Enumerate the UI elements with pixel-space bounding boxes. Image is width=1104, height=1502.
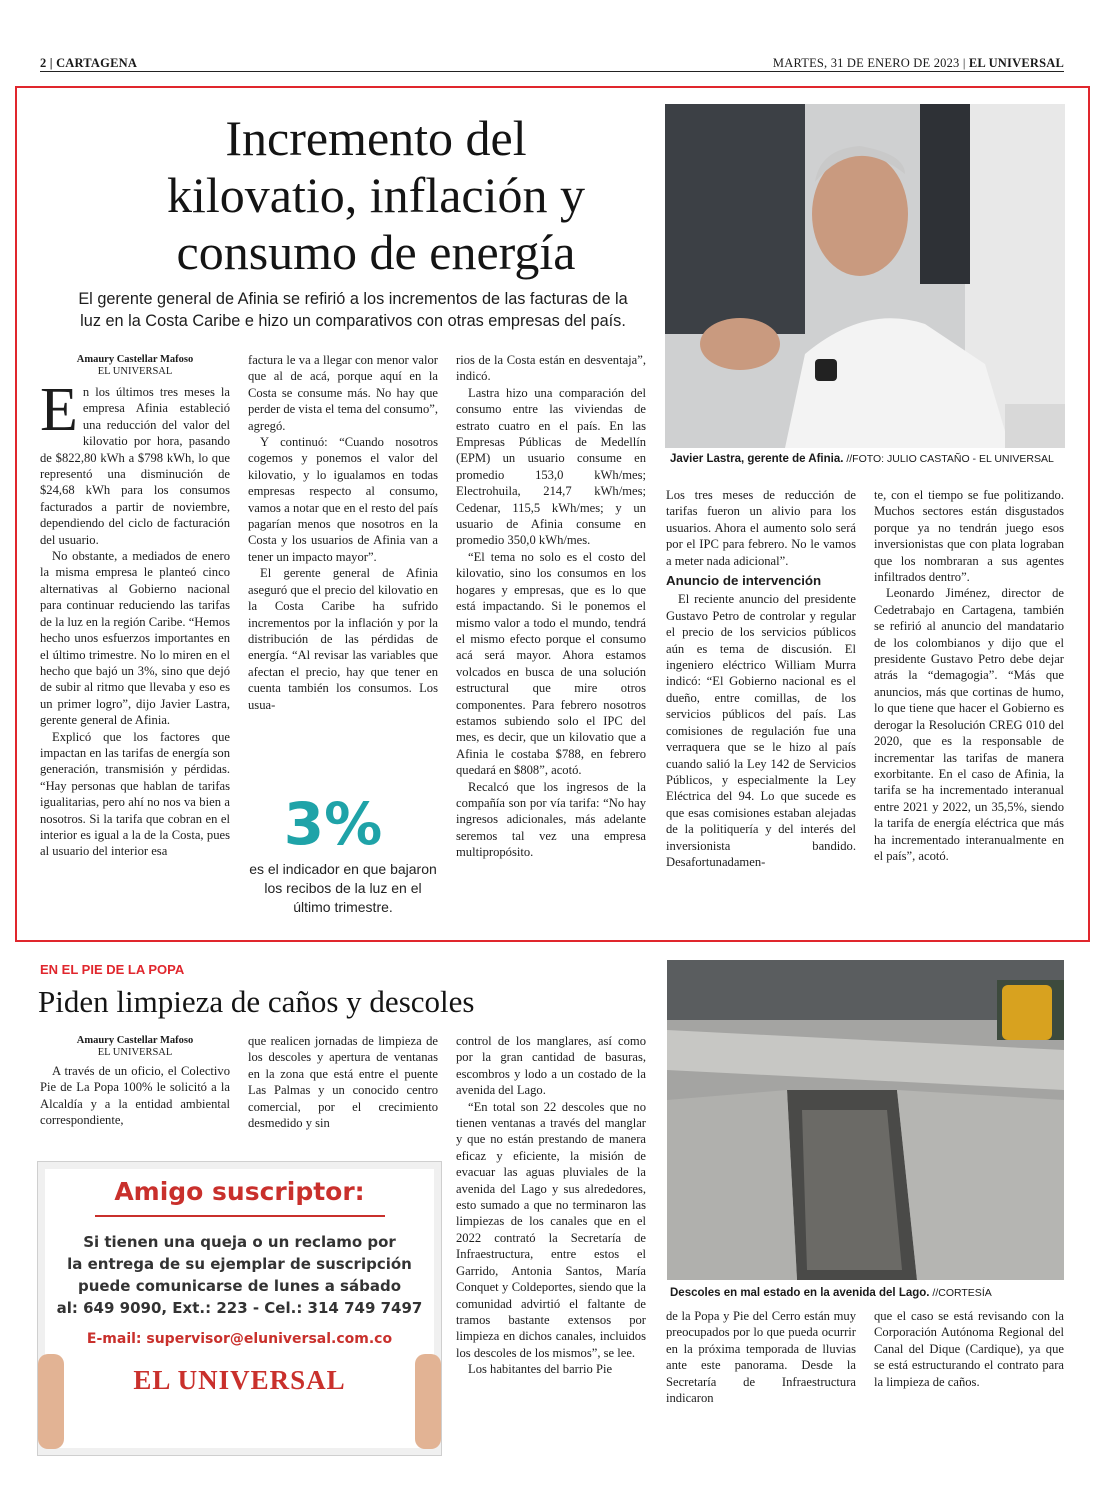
article-column-2 <box>248 352 438 772</box>
byline <box>40 1035 230 1059</box>
drop-cap: E <box>40 376 78 444</box>
paragraph: En los últimos tres meses la empresa Afinia estableció una reducción del valor del kilovatio por hora, pasando de $822,80 kWh a $798 kWh, lo que representó una disminución de $24,68 kWh para los consumos facturados a partir de noviembre, dependiendo del ciclo de facturación del usuario. <box>40 376 230 547</box>
header-date-paper <box>773 56 1064 71</box>
paragraph: “En total son 22 descoles que no tienen ventanas a través del manglar y que no están prestando de manera eficaz y eficiente, la misión de evacuar las aguas pluviales de la avenida del Lago y sus alrededores, esto sumado a que no terminaron las limpiezas de los canales que en el 2022 contrató la Secretaría de Infraestructura, entre estos el Garrido, Antonia Santos, María Conquet y Coldeportes, siendo que la comunidad advirtió el faltante de tramos bastante extensos por limpieza en dichos canales, incluidos los descoles de los mismos”, se lee. <box>456 1099 646 1360</box>
article2-column-4 <box>666 1308 856 1468</box>
caption-text: Descoles en mal estado en la avenida del Lago. <box>670 1287 930 1299</box>
photo-descoles <box>667 960 1064 1280</box>
caption-credit: //CORTESÍA <box>929 1287 992 1299</box>
paragraph: Recalcó que los ingresos de la compañía son por vía tarifa: “No hay ingresos adicionales, más adelante seremos tal vez una empresa multipropósito. <box>456 779 646 860</box>
ad-email: E-mail: supervisor@eluniversal.com.co <box>86 1331 393 1347</box>
article2-column-3 <box>456 1033 646 1483</box>
paragraph: Los tres meses de reducción de tarifas fueron un alivio para los usuarios. Ahora el aumento solo será por el IPC para febrero. No le vamos a meter nada adicional”. <box>666 488 856 568</box>
paragraph: No obstante, a mediados de enero la misma empresa le planteó cinco alternativas al Gobierno nacional para continuar reduciendo las tarifas de la luz en la región Caribe. “Hemos hecho unos esfuerzos importantes en el último trimestre. No lo miren en el hecho que bajó un 3%, sino que dejó de subir al ritmo que llevaba y eso es un primer logro”, dijo Javier Lastra, gerente general de Afinia. <box>40 549 230 728</box>
paragraph: te, con el tiempo se fue politizando. Muchos sectores están disgustados porque ya no tendrán juego esos inversionistas que con plata lograban que los nombraran a sus agentes infiltrados dentro”. <box>874 488 1064 585</box>
caption-text: Javier Lastra, gerente de Afinia. <box>670 453 844 465</box>
ad-divider <box>95 1215 385 1217</box>
subscriber-ad <box>38 1162 441 1455</box>
byline-org: EL UNIVERSAL <box>97 1047 173 1058</box>
byline-org: EL UNIVERSAL <box>97 366 173 377</box>
photo-caption <box>670 453 1054 465</box>
paragraph: A través de un oficio, el Colectivo Pie de La Popa 100% le solicitó a la Alcaldía y a la entidad ambiental correspondiente, <box>40 1064 230 1128</box>
byline-name: Amaury Castellar Mafoso <box>76 354 194 365</box>
byline <box>40 354 230 378</box>
paragraph: que realicen jornadas de limpieza de los descoles y apertura de ventanas en la zona que está entre el puente Las Palmas y un conocido centro comercial, por el crecimiento desmedido y sin <box>248 1034 438 1131</box>
header-paper-name: EL UNIVERSAL <box>968 56 1064 70</box>
paragraph: control de los manglares, así como por la gran cantidad de basuras, escombros y lodo a un costado de la avenida del Lago. <box>456 1034 646 1098</box>
header-date: MARTES, 31 DE ENERO DE 2023 <box>772 56 960 70</box>
article2-column-5 <box>874 1308 1064 1468</box>
deck-line: El gerente general de Afinia se refirió a los incrementos de las facturas de la <box>78 290 628 308</box>
highlight-stat-caption: es el indicador en que bajaron los recibos de la luz en el último trimestre. <box>249 861 437 915</box>
article2-column-2 <box>248 1033 438 1143</box>
header-divider: | <box>962 56 969 70</box>
byline-name: Amaury Castellar Mafoso <box>76 1035 194 1046</box>
paragraph: factura le va a llegar con menor valor que al de acá, porque aquí en la Costa se consume más. No hay que perder de vista el tema del consumo”, agregó. <box>248 353 438 433</box>
drain-illustration <box>667 960 1064 1280</box>
page-number-section <box>40 56 137 71</box>
ad-line: la entrega de su ejemplar de suscripción <box>67 1255 412 1273</box>
paragraph: Leonardo Jiménez, director de Cedetrabajo en Cartagena, también se refirió al anuncio del mandatario de los colombianos y dijo que el presidente Gustavo Petro debe dejar atrás la “demagogia”. “Más que anuncios, más que cortinas de humo, lo que tiene que hacer el Gobierno es derogar la Resolución CREG 010 del 2020, que es la responsable de incrementar las tarifas de manera exorbitante. En el caso de Afinia, la tarifa se ha incrementado interanual entre 2021 y 2022, un 35,5%, siendo la tarifa de energía eléctrica que más ha incrementado interanualmente en el país”, acotó. <box>874 586 1064 863</box>
article-column-4 <box>666 487 856 934</box>
hand-left-icon <box>38 1354 64 1449</box>
paragraph: El gerente general de Afinia aseguró que el precio del kilovatio en la Costa Caribe ha sufrido incrementos por la inflación y por la distribución de las pérdidas de energía. “Al revisar las variables que afectan el precio, hay que tener en cuenta también los consumos. Los usua- <box>248 566 438 712</box>
paragraph: de la Popa y Pie del Cerro están muy preocupados por lo que pueda ocurrir en la próxima temporada de lluvias ante este panorama. Desde la Secretaría de Infraestructura indicaron <box>666 1309 856 1406</box>
paragraph: Los habitantes del barrio Pie <box>468 1362 613 1377</box>
title-line: Incremento del <box>225 110 527 166</box>
article-column-3 <box>456 352 646 934</box>
photo-caption <box>670 1287 992 1299</box>
paragraph: El reciente anuncio del presidente Gustavo Petro de controlar y regular el precio de los servicios públicos aún es tema de discusión. El ingeniero eléctrico William Murra indicó: “El Gobierno nacional es el dueño, entre comillas, de los servicios públicos del país. Las comisiones de regulación fue una verraquera que se le hizo al país cuando salió la Ley 142 de Servicios Públicos, y especialmente la Ley Eléctrica del 94. Lo que sucede es que esas comisiones estaban alejadas de la politiquería y del interés del inversionista bandido. Desafortunadamen- <box>666 592 856 869</box>
hand-right-icon <box>415 1354 441 1449</box>
caption-credit: //FOTO: JULIO CASTAÑO - EL UNIVERSAL <box>843 453 1054 465</box>
paragraph: Y continuó: “Cuando nosotros cogemos y ponemos el valor del kilovatio, y lo igualamos en todas empresas respecto al consumo, vamos a notar que en el resto del país pagarían menos que nosotros en la Costa y los usuarios de Afinia van a tener un impacto mayor”. <box>248 435 438 564</box>
article-deck <box>50 288 656 332</box>
ad-line: puede comunicarse de lunes a sábado <box>77 1277 402 1295</box>
deck-line: luz en la Costa Caribe e hizo un comparativos con otras empresas del país. <box>80 312 626 330</box>
title-line: consumo de energía <box>176 224 576 280</box>
paragraph: Lastra hizo una comparación del consumo entre las viviendas de estrato cuatro en el país. En las Empresas Públicas de Medellín (EPM) un usuario consume en promedio 153,0 kWh/mes; Electrohuila, 214,7 kWh/mes; Cedenar, 115,5 kWh/mes; y un usuario de Afinia consume en promedio 350,0 kWh/mes. <box>456 385 646 548</box>
paragraph: rios de la Costa están en desventaja”, indicó. <box>456 353 646 384</box>
title-line: kilovatio, inflación y <box>167 167 585 223</box>
article-column-1 <box>40 354 230 934</box>
page-number: 2 <box>40 56 47 70</box>
portrait-illustration <box>665 104 1065 448</box>
header-rule <box>40 71 1064 72</box>
article-kicker: EN EL PIE DE LA POPA <box>40 962 185 977</box>
paragraph: que el caso se está revisando con la Corporación Autónoma Regional del Canal del Dique (Cardique), ya que se está estructurando el contrato para la limpieza de caños. <box>874 1309 1064 1389</box>
paragraph: “El tema no solo es el costo del kilovatio, sino los consumos en los hogares y empresas, que es lo que está impactando. Si le ponemos el mismo valor a todo el mundo, tendrá el mismo efecto porque el consumo acá será mayor. Ahora estamos volcados en busca de una solución estructural que mire otros componentes. Para febrero nosotros estamos subiendo solo el IPC del mes, es decir, que un kilovatio que a Afinia le costaba $788, en febrero quedará en $808”, acotó. <box>456 549 646 778</box>
ad-line: Si tienen una queja o un reclamo por <box>83 1233 396 1251</box>
article-title: Piden limpieza de caños y descoles <box>38 984 475 1019</box>
subheading: Anuncio de intervención <box>666 573 822 589</box>
highlight-stat: 3% <box>283 790 383 858</box>
article2-column-1 <box>40 1035 230 1145</box>
ad-body <box>45 1231 434 1319</box>
section-name: CARTAGENA <box>56 56 138 70</box>
ad-logo: EL UNIVERSAL <box>133 1365 346 1395</box>
article-column-5 <box>874 487 1064 934</box>
ad-line: al: 649 9090, Ext.: 223 - Cel.: 314 749 7497 <box>56 1299 423 1317</box>
ad-title: Amigo suscriptor: <box>114 1177 365 1206</box>
article-title <box>96 110 656 281</box>
header-divider: | <box>49 56 57 70</box>
paragraph: Explicó que los factores que impactan en las tarifas de energía son generación, transmisión y pérdidas. “Hay personas que hablan de tarifas igualitarias, pero ahí no nos va bien a nosotros. Si la tarifa que cobran en el interior es igual a la de la Costa, pues al usuario del interior esa <box>40 729 230 859</box>
photo-javier-lastra <box>665 104 1065 448</box>
